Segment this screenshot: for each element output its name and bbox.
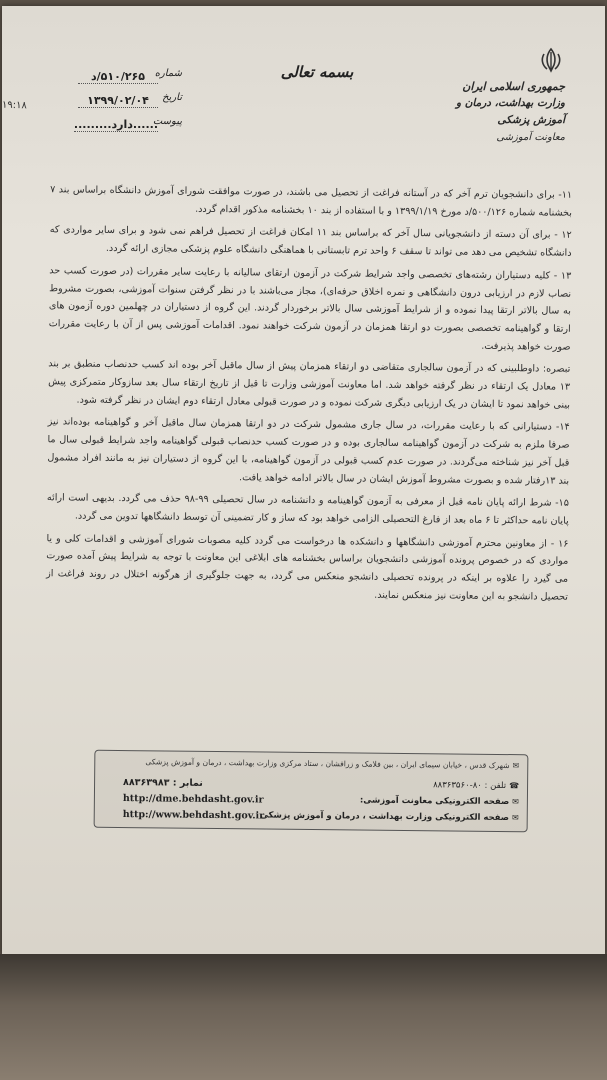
mail-icon: ✉	[512, 797, 519, 807]
edu-site-label-text: صفحه الکترونیکی معاونت آموزشی:	[359, 795, 510, 808]
attachment-label: پیوست	[152, 116, 182, 127]
date-value: ۱۳۹۹/۰۲/۰۴	[78, 94, 158, 108]
address-text: شهرک قدس ، خیابان سیمای ایران ، بین فلامک و زرافشان ، ستاد مرکزی وزارت بهداشت ، درمان و آموزش پزشکی	[145, 757, 510, 771]
iran-emblem-icon	[537, 46, 565, 74]
address-icon: ✉	[512, 761, 520, 771]
letter-page	[2, 6, 605, 954]
paragraph-15: ۱۵- شرط ارائه پایان نامه قبل از معرفی به آزمون گواهینامه و دانشنامه در سال تحصیلی ۹۹-۹۸ حذف می گردد. بدیهی است ارائه پایان نامه حداکثر تا ۶ ماه بعد از فارغ التحصیلی الزامی خواهد بود که ساز و کار تضمینی آن توسط دانشگاهها تدوین می گردد.	[46, 492, 569, 527]
phone-text: تلفن : ۸۰-۸۸۳۶۳۵۶۰	[433, 780, 507, 792]
paragraph-16: ۱۶ - از معاونین محترم آموزشی دانشگاهها و دانشکده ها درخواست می گردد کلیه مصوبات شورای آموزشی و اقدامات کلی و یا مواردی که در خصوص پرونده آموزشی دانشجویان براساس بخشنامه های ابلاغی این معاونت با توجه به شرایط پیش آمده صورت می گیرد را علاوه بر اینکه در پرونده تحصیلی دانشجو منعکس می گردد، به جهت جلوگیری از هرگونه اختلال در روند فراغت از تحصیل دانشجو به این معاونت نیز منعکس نمایند.	[46, 532, 569, 603]
paragraph-14: ۱۴- دستیارانی که با رعایت مقررات، در سال جاری مشمول شرکت در دو ارتقا همزمان سال ماقبل آخر و گواهینامه بوده‌اند نیز صرفا ملزم به شرکت در آزمون گواهینامه سالجاری بوده و در صورت کسب حدنصاب قبولی گواهینامه واجد شرایط قبولی سال ما قبل آخر نیز شناخته می‌گردند. در صورت عدم کسب قبولی در آزمون گواهینامه، با این گروه از دستیاران نیز به مانند افراد مشمول بند ۱۳رفتار شده و بصورت مشروط آموزش ایشان در سال بالاتر ادامه خواهد یافت.	[47, 416, 570, 487]
paragraph-11: ۱۱- برای دانشجویان ترم آخر که در آستانه فراغت از تحصیل می باشند، در صورت موافقت شورای آموزش دانشگاه براساس بند ۷ بخشنامه شماره ۵۰۰/۱۲۶/د مورخ ۱۳۹۹/۱/۱۹ و با استفاده از بند ۱۰ بخشنامه مذکور اقدام گردد.	[50, 184, 573, 219]
footer-phone	[433, 780, 519, 791]
number-row	[62, 68, 182, 92]
ministry-name	[445, 78, 565, 146]
ministry-line3: معاونت آموزشی	[496, 132, 565, 143]
attachment-value: ......دارد.........	[73, 118, 158, 131]
bismillah-heading: بسمه تعالی	[280, 63, 354, 81]
desk-surface	[0, 954, 607, 1080]
side-number: ۱۹:۱۸	[2, 99, 28, 112]
date-label: تاریخ	[162, 92, 182, 103]
ministry-site-label-text: صفحه الکترونیکی وزارت بهداشت ، درمان و آموزش پزشکی	[259, 810, 510, 824]
contact-footer	[94, 750, 529, 833]
letter-meta	[62, 68, 182, 140]
edu-site-label	[360, 796, 519, 808]
letterhead	[2, 6, 605, 176]
number-label: شماره	[154, 68, 182, 79]
phone-icon: ☎	[509, 781, 520, 791]
letter-body	[46, 181, 572, 611]
paragraph-note: تبصره: داوطلبینی که در آزمون سالجاری متقاضی دو ارتقاء همزمان پیش از سال ماقبل آخر بوده اند کسب حدنصاب منطبق بر بند ۱۳ معادل یک ارتقاء در نظر گرفته خواهد شد. اما معاونت آموزشی وزارت تا قبل از تاریخ ارتقاء سال بعد سازوکار متمرکزی پیش بینی خواهد نمود تا ایشان در یک ارزیابی دیگری شرکت نموده و در صورت قبولی معادل ارتقاء دوم ایشان در نظر گرفته شود.	[48, 358, 571, 411]
ministry-site-link[interactable]: http://www.behdasht.gov.ir	[122, 809, 265, 822]
ministry-line1: جمهوری اسلامی ایران	[462, 80, 565, 93]
footer-address	[119, 757, 519, 770]
attachment-row	[62, 116, 182, 140]
edu-site-link[interactable]: http://dme.behdasht.gov.ir	[122, 793, 264, 806]
ministry-line2: وزارت بهداشت، درمان و آموزش پزشکی	[455, 97, 565, 126]
date-row	[62, 92, 182, 116]
mail-icon: ✉	[511, 813, 519, 823]
ministry-site-label	[260, 810, 519, 823]
number-value: ۵۱۰/۲۶۵/د	[78, 70, 158, 84]
footer-fax: نمابر : ۸۸۳۶۳۹۸۳	[123, 777, 203, 789]
paragraph-12: ۱۲ - برای آن دسته از دانشجویانی سال آخر که براساس بند ۱۱ امکان فراغت از تحصیل فراهم نمی شود و برای سایر مواردی که دانشگاه تشخیص می دهد می تواند تا سقف ۶ واحد ترم تابستانی با هماهنگی دانشگاه علوم پزشکی مجازی ارائه گردد.	[49, 224, 572, 259]
paragraph-13: ۱۳ - کلیه دستیاران رشته‌های تخصصی واجد شرایط شرکت در آزمون ارتقای سالیانه با رعایت سایر مقررات (در صورت کسب حد نصاب لازم در ارزیابی درون دانشگاهی و نمره اخلاق حرفه‌ای)، مجاز می‌باشند با در نظر گرفتن سنوات آموزشی، بصورت مشروط به سال بالاتر ارتقا پیدا نموده و از شرایط آموزشی سال بالاتر برخوردار گردند. این گروه از دستیاران در چهلمین دوره آزمون های ارتقا و گواهینامه تخصصی بصورت دو ارتقا همزمان در آزمون شرکت خواهند نمود. اقدامات آموزشی پس از آن با رعایت مقررات صورت خواهد پذیرفت.	[48, 265, 572, 353]
